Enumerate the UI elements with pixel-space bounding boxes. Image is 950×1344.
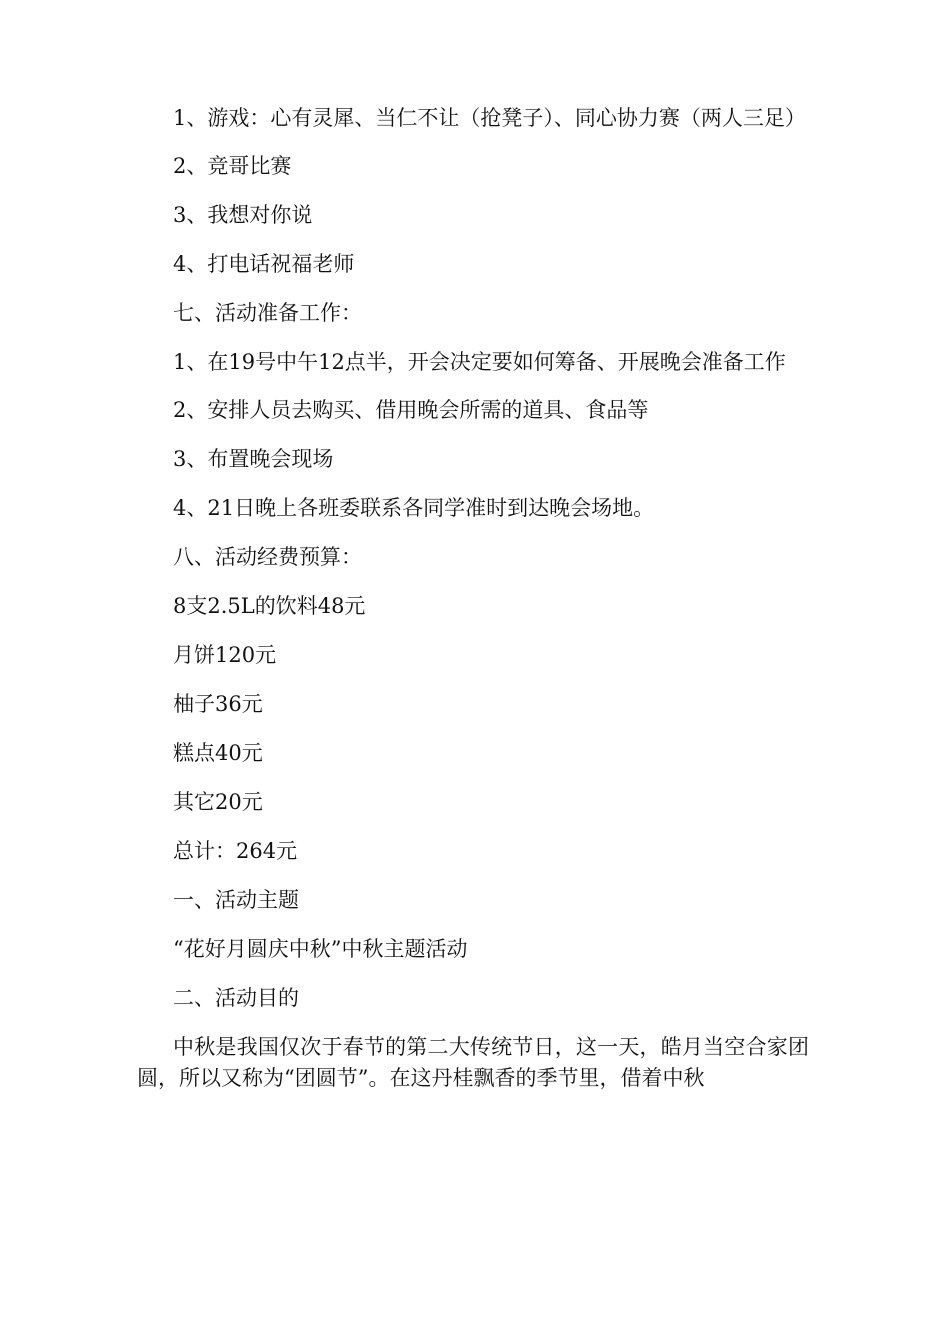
budget-item-other: 其它20元 bbox=[173, 790, 263, 814]
paragraph-say-to-you: 3、我想对你说 bbox=[173, 203, 313, 227]
paragraph-call-teacher: 4、打电话祝福老师 bbox=[173, 252, 355, 276]
heading-preparation: 七、活动准备工作： bbox=[173, 301, 362, 325]
budget-total: 总计：264元 bbox=[173, 839, 298, 863]
paragraph-games: 1、游戏：心有灵犀、当仁不让（抢凳子）、同心协力赛（两人三足） bbox=[173, 106, 806, 130]
heading-purpose: 二、活动目的 bbox=[173, 986, 299, 1010]
heading-theme: 一、活动主题 bbox=[173, 888, 299, 912]
document-page bbox=[137, 103, 809, 1094]
paragraph-purpose: 中秋是我国仅次于春节的第二大传统节日，这一天，皓月当空合家团圆，所以又称为“团圆节”。在这丹桂飘香的季节里，借着中秋 bbox=[137, 1035, 809, 1090]
paragraph-prep-venue: 3、布置晚会现场 bbox=[173, 447, 334, 471]
paragraph-prep-purchase: 2、安排人员去购买、借用晚会所需的道具、食品等 bbox=[173, 398, 649, 422]
paragraph-theme: “花好月圆庆中秋”中秋主题活动 bbox=[173, 937, 468, 961]
budget-item-pastry: 糕点40元 bbox=[173, 741, 263, 765]
paragraph-prep-meeting: 1、在19号中午12点半，开会决定要如何筹备、开展晚会准备工作 bbox=[173, 350, 786, 374]
budget-item-drinks: 8支2.5L的饮料48元 bbox=[173, 594, 366, 618]
budget-item-pomelo: 柚子36元 bbox=[173, 692, 263, 716]
heading-budget: 八、活动经费预算： bbox=[173, 545, 362, 569]
budget-item-mooncakes: 月饼120元 bbox=[173, 643, 277, 667]
paragraph-prep-contact: 4、21日晚上各班委联系各同学准时到达晚会场地。 bbox=[173, 496, 655, 520]
paragraph-singing-contest: 2、竞哥比赛 bbox=[173, 154, 292, 178]
